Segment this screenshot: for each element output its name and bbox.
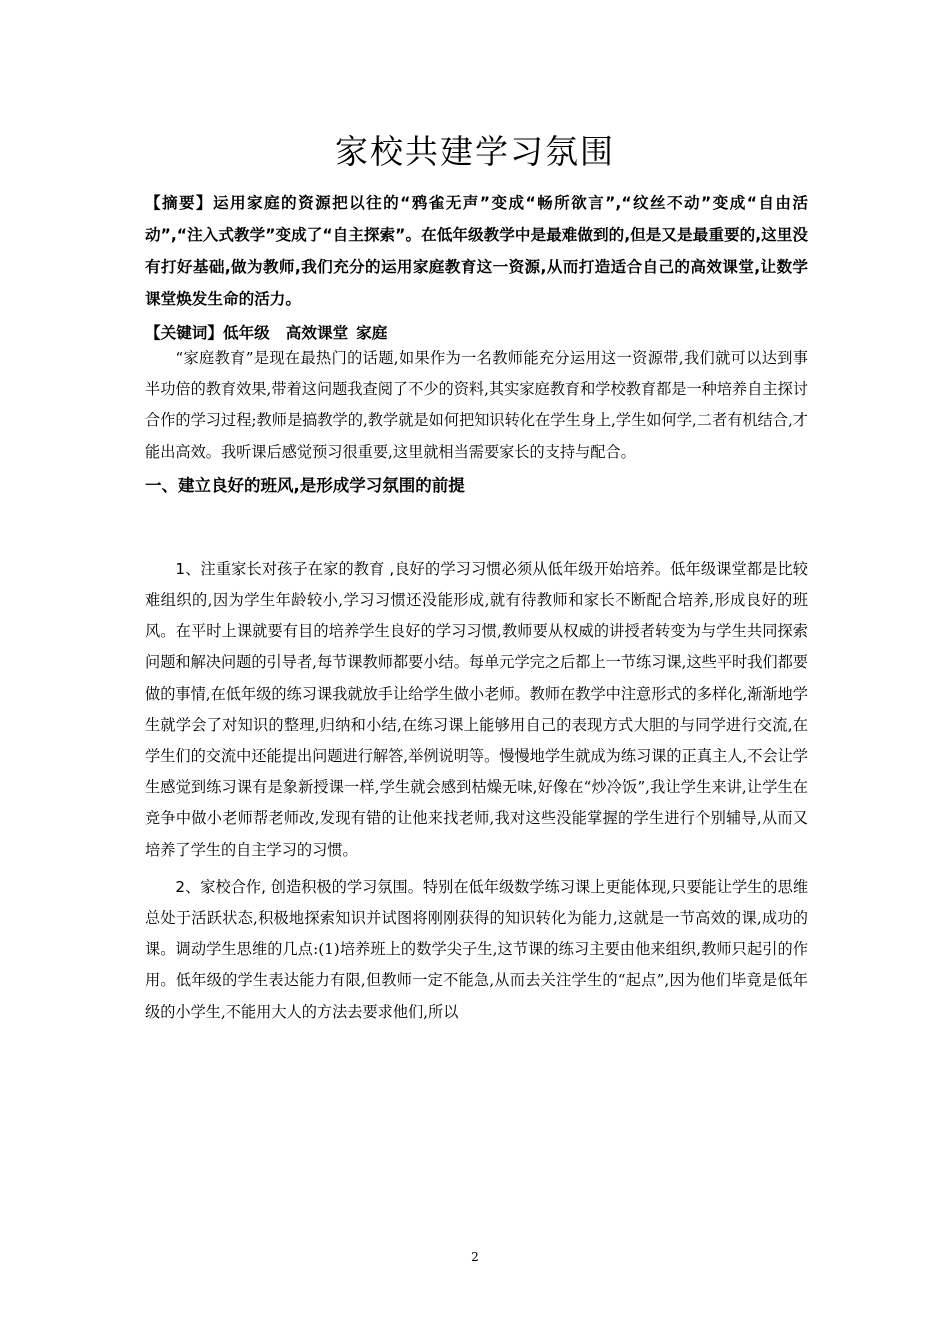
intro-paragraph: “家庭教育”是现在最热门的话题,如果作为一名教师能充分运用这一资源带,我们就可以达到事半功倍的教育效果,带着这问题我查阅了不少的资料,其实家庭教育和学校教育都是一种培养自主探讨合作的学习过程;教师是搞教学的,教学就是如何把知识转化在学生身上,学生如何学,二者有机结合,才能出高效。我听课后感觉预习很重要,这里就相当需要家长的支持与配合。 xyxy=(145,349,808,461)
document-title: 家校共建学习氛围 xyxy=(335,132,615,171)
document-body xyxy=(145,187,808,1028)
keyword-item: 高效课堂 xyxy=(285,324,349,342)
keyword-item: 家庭 xyxy=(356,324,388,342)
keyword-item: 低年级 xyxy=(222,324,270,342)
abstract: 【摘要】运用家庭的资源把以往的“鸦雀无声”变成“畅所欲言”,“纹丝不动”变成“自由活动”,“注入式教学”变成了“自主探索”。在低年级教学中是最难做到的,但是又是最重要的,这里没有打好基础,做为教师,我们充分的运用家庭教育这一资源,从而打造适合自己的高效课堂,让数学课堂焕发生命的活力。 xyxy=(145,194,808,308)
point-1-body: 低年级课堂都是比较难组织的,因为学生年龄较小,学习习惯还没能形成,就有待教师和家长不断配合培养,形成良好的班风。在平时上课就要有目的培养学生良好的学习习惯,教师要从权威的讲授者转变为与学生共同探索问题和解决问题的引导者,每节课教师都要小结。每单元学完之后都上一节练习课,这些平时我们都要做的事情,在低年级的练习课我就放手让给学生做小老师。教师在教学中注意形式的多样化,渐渐地学生就学会了对知识的整理,归纳和小结,在练习课上能够用自己的表现方式大胆的与同学进行交流,在学生们的交流中还能提出问题进行解答,举例说明等。慢慢地学生就成为练习课的正真主人,不会让学生感觉到练习课有是象新授课一样,学生就会感到枯燥无味,好像在“炒冷饭”,我让学生来讲,让学生在竞争中做小老师帮老师改,发现有错的让他来找老师,我对这些没能掌握的学生进行个别辅导,从而又培养了学生的自主学习的习惯。 xyxy=(145,559,808,859)
page-number: 2 xyxy=(471,1250,479,1264)
keywords-line xyxy=(145,323,808,343)
point-2-paragraph xyxy=(145,872,808,1028)
keywords-label: 【关键词】 xyxy=(145,324,223,342)
point-2-body: 特别在低年级数学练习课上更能体现,只要能让学生的思维总处于活跃状态,积极地探索知识并试图将刚刚获得的知识转化为能力,这就是一节高效的课,成功的课。调动学生思维的几点:(1)培养班上的数学尖子生,这节课的练习主要由他来组织,教师只起引的作用。低年级的学生表达能力有限,但教师一定不能急,从而去关注学生的“起点”,因为他们毕竟是低年级的小学生,不能用大人的方法去要求他们,所以 xyxy=(145,877,809,1021)
point-1-lead: 1、注重家长对孩子在家的教育 ,良好的学习习惯必须从低年级开始培养。 xyxy=(175,559,671,578)
point-2-lead: 2、家校合作, 创造积极的学习氛围。 xyxy=(175,877,423,896)
section-heading: 一、建立良好的班风,是形成学习氛围的前提 xyxy=(145,475,465,495)
point-1-paragraph xyxy=(145,554,808,866)
